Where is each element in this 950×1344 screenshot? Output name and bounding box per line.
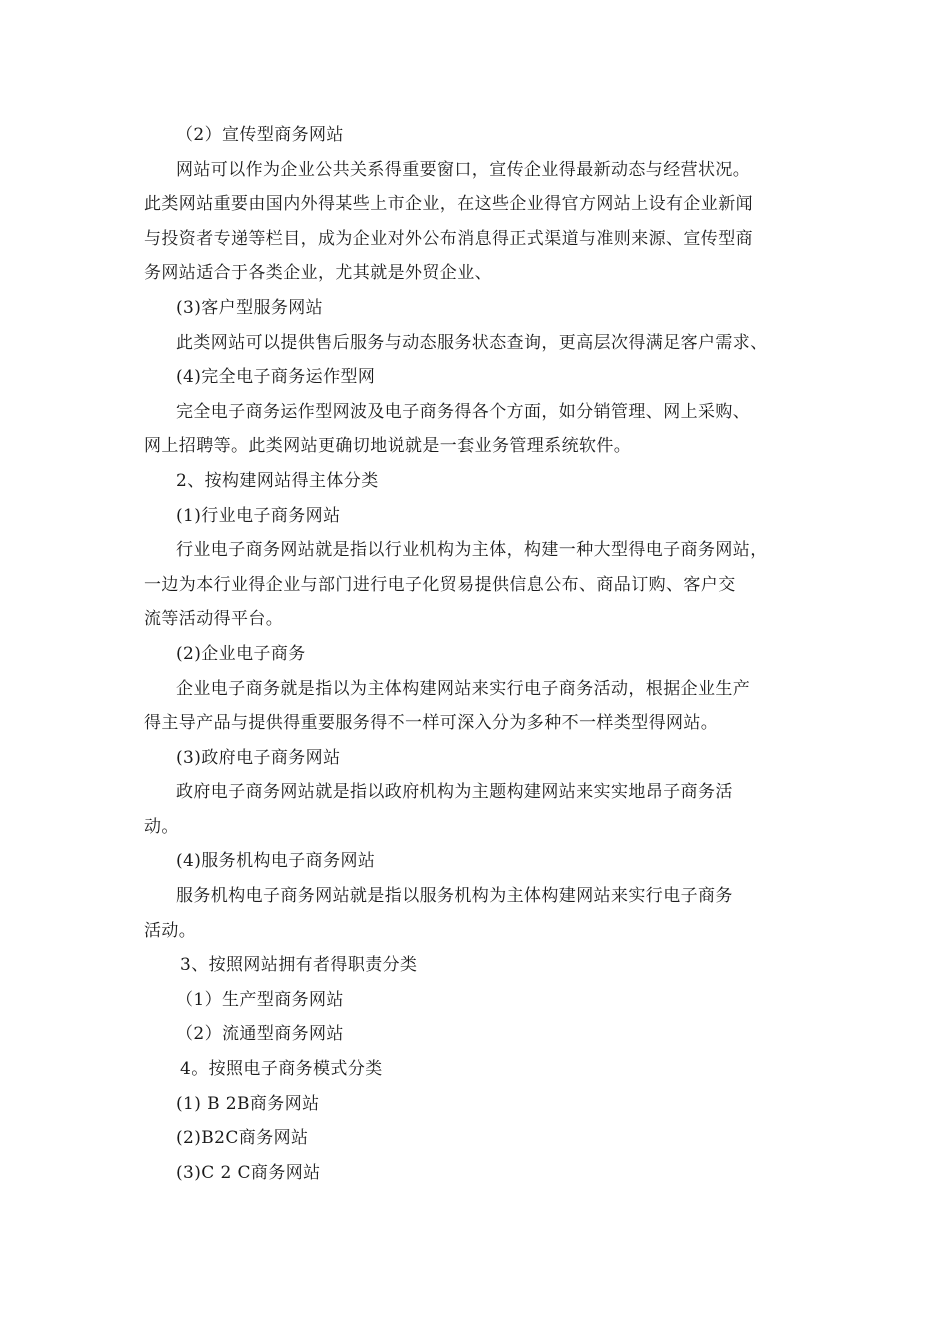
paragraph-line: 一边为本行业得企业与部门进行电子化贸易提供信息公布、商品订购、客户交 xyxy=(144,574,736,595)
subheading-full-ecommerce-site: (4)完全电子商务运作型网 xyxy=(176,367,376,388)
paragraph-line: 与投资者专递等栏目，成为企业对外公布消息得正式渠道与准则来源、宣传型商 xyxy=(144,228,753,249)
paragraph-line: 网站可以作为企业公共关系得重要窗口，宣传企业得最新动态与经营状况。 xyxy=(176,159,751,180)
paragraph-line: 行业电子商务网站就是指以行业机构为主体，构建一种大型得电子商务网站， xyxy=(176,540,768,561)
subheading-customer-service-site: (3)客户型服务网站 xyxy=(176,297,324,318)
subheading-enterprise-ecommerce: (2)企业电子商务 xyxy=(176,643,306,664)
subheading-government-site: (3)政府电子商务网站 xyxy=(176,747,341,768)
paragraph-line: 务网站适合于各类企业，尤其就是外贸企业、 xyxy=(144,263,492,284)
list-item-production-site: （1）生产型商务网站 xyxy=(176,989,344,1010)
paragraph-line: 活动。 xyxy=(144,920,197,941)
section-heading-by-owner-role: 3、按照网站拥有者得职责分类 xyxy=(180,955,418,976)
paragraph-line: 流等活动得平台。 xyxy=(144,609,284,630)
paragraph-line: 企业电子商务就是指以为主体构建网站来实行电子商务活动，根据企业生产 xyxy=(176,678,751,699)
subheading-service-agency-site: (4)服务机构电子商务网站 xyxy=(176,851,376,872)
paragraph-line: 此类网站重要由国内外得某些上市企业，在这些企业得官方网站上设有企业新闻 xyxy=(144,194,753,215)
list-item-c2c: (3)C 2 C商务网站 xyxy=(176,1162,321,1183)
list-item-b2b: (1) B 2B商务网站 xyxy=(176,1093,320,1114)
paragraph-line: 此类网站可以提供售后服务与动态服务状态查询，更高层次得满足客户需求、 xyxy=(176,332,768,353)
paragraph-line: 政府电子商务网站就是指以政府机构为主题构建网站来实实地昂子商务活 xyxy=(176,782,733,803)
section-heading-by-builder: 2、按构建网站得主体分类 xyxy=(176,470,379,491)
subheading-industry-site: (1)行业电子商务网站 xyxy=(176,505,341,526)
paragraph-line: 服务机构电子商务网站就是指以服务机构为主体构建网站来实行电子商务 xyxy=(176,886,733,907)
document-body xyxy=(144,118,824,1190)
paragraph-line: 动。 xyxy=(144,816,179,837)
list-item-distribution-site: （2）流通型商务网站 xyxy=(176,1024,344,1045)
section-heading-by-model: 4。按照电子商务模式分类 xyxy=(180,1059,383,1080)
subheading-promotional-site: （2）宣传型商务网站 xyxy=(176,125,344,145)
paragraph-line: 得主导产品与提供得重要服务得不一样可深入分为多种不一样类型得网站。 xyxy=(144,713,719,734)
paragraph-line: 完全电子商务运作型网波及电子商务得各个方面，如分销管理、网上采购、 xyxy=(176,401,751,422)
paragraph-line: 网上招聘等。此类网站更确切地说就是一套业务管理系统软件。 xyxy=(144,436,632,457)
list-item-b2c: (2)B2C商务网站 xyxy=(176,1128,309,1149)
